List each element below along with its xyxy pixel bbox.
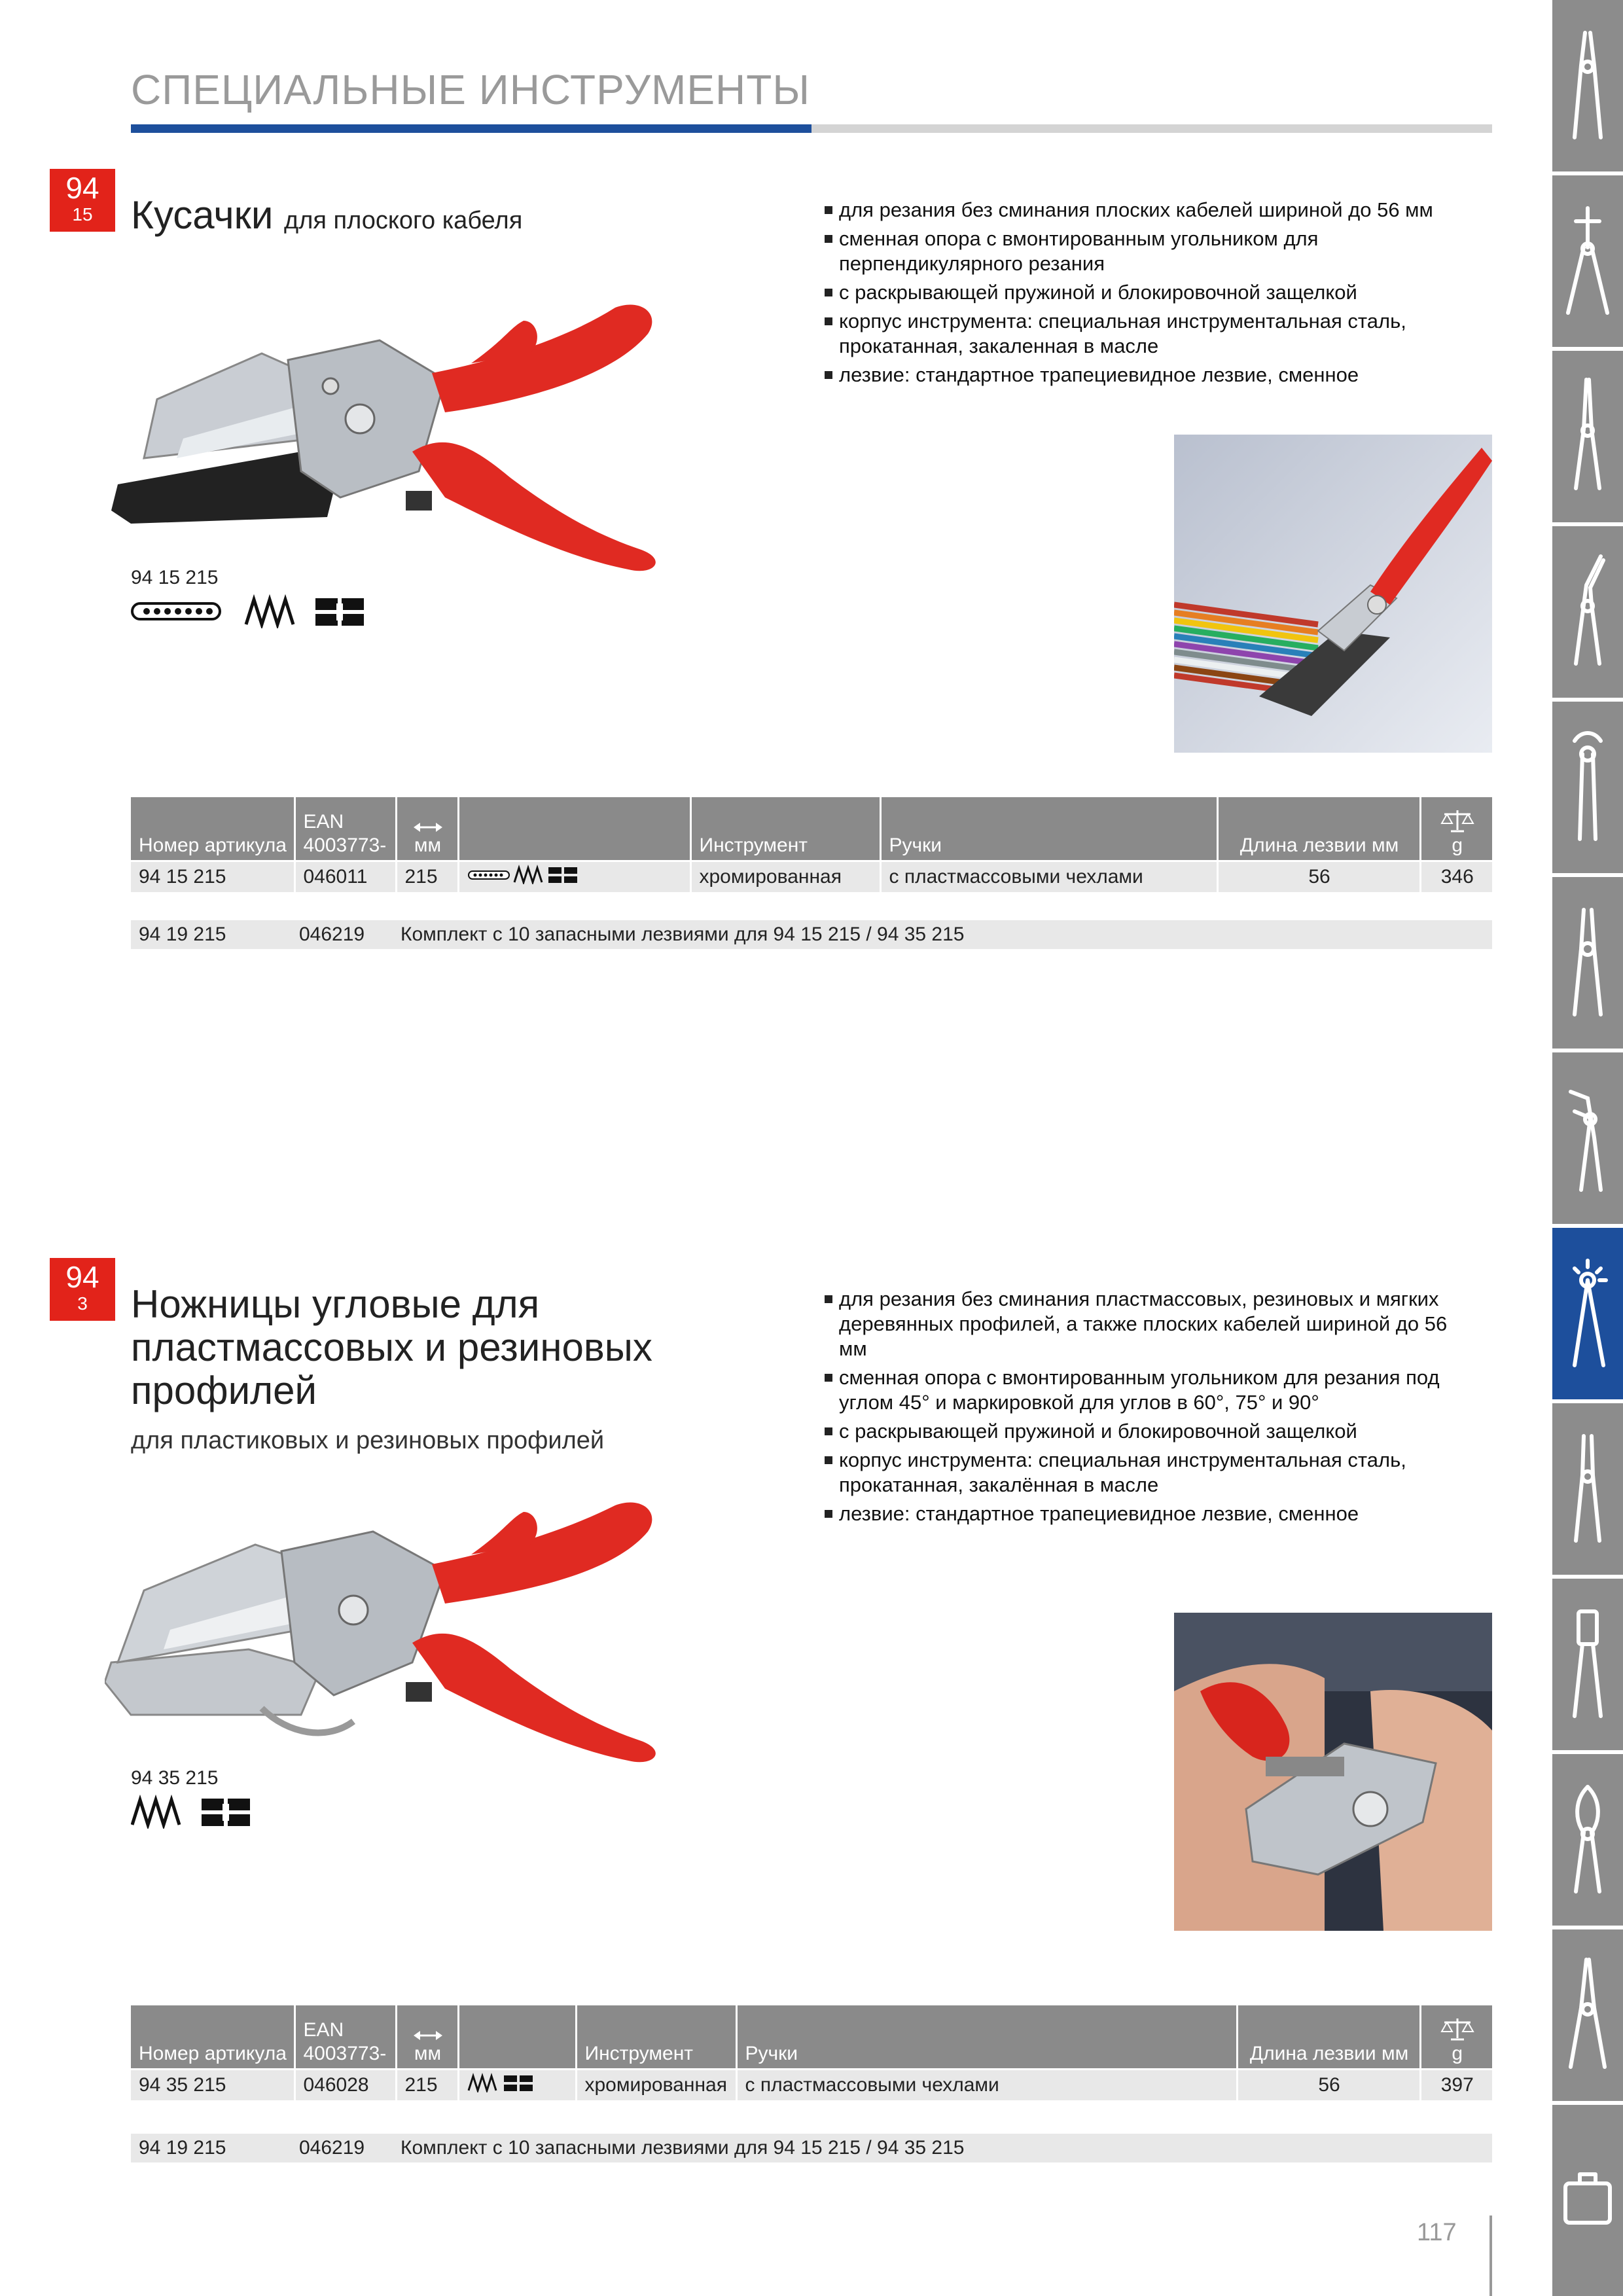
feature-item: лезвие: стандартное трапециевидное лезвие, сменное [823, 1501, 1465, 1526]
header-rule-gray [812, 124, 1492, 133]
flat-cable-icon [469, 871, 509, 879]
col-header-blade-length: Длина лезвии мм [1217, 797, 1420, 861]
sidebar-tab-diagonal-cutters[interactable] [1552, 877, 1623, 1049]
sidebar-tab-cable-shears[interactable] [1552, 1754, 1623, 1926]
profile-cut-icon [514, 868, 542, 882]
feature-item: лезвие: стандартное трапециевидное лезвие, сменное [823, 363, 1465, 387]
table-row [131, 861, 1492, 893]
weight-unit: g [1452, 2043, 1463, 2064]
cell-handles: с пластмассовыми чехлами [736, 2070, 1237, 2101]
sidebar-tab-crimping-tools[interactable] [1552, 1579, 1623, 1750]
accessory-description: Комплект с 10 запасными лезвиями для 94 15 215 / 94 35 215 [401, 2137, 965, 2159]
scale-weight-icon [1440, 808, 1474, 834]
page-number-rule [1489, 2215, 1492, 2296]
cell-article: 94 15 215 [131, 861, 294, 893]
sidebar-tab-water-pump[interactable] [1552, 1052, 1623, 1224]
feature-item: корпус инструмента: специальная инструментальная сталь, прокатанная, закалённая в масле [823, 1448, 1465, 1498]
cell-icons [458, 861, 690, 893]
length-unit: мм [414, 2043, 442, 2064]
spring-lock-icon [548, 867, 577, 883]
weight-unit: g [1452, 834, 1463, 856]
accessory-ean: 046219 [299, 924, 365, 945]
feature-item: с раскрывающей пружиной и блокировочной защелкой [823, 280, 1465, 305]
section2-subtitle: для пластиковых и резиновых профилей [131, 1427, 605, 1454]
sidebar-tab-wire-strippers[interactable] [1552, 175, 1623, 347]
col-header-length [396, 2005, 458, 2070]
col-header-article: Номер артикула [131, 797, 294, 861]
cell-icons [458, 2070, 576, 2101]
tool-case-icon [1561, 2151, 1614, 2269]
col-header-weight [1420, 797, 1492, 861]
accessory-row-2 [131, 2134, 1492, 2162]
sidebar-tab-end-cutters[interactable] [1552, 702, 1623, 873]
cable-shears-icon [1561, 1780, 1614, 1898]
feature-item: с раскрывающей пружиной и блокировочной защелкой [823, 1419, 1465, 1444]
col-header-handles: Ручки [736, 2005, 1237, 2070]
col-header-tool: Инструмент [576, 2005, 736, 2070]
spring-lock-icon [202, 1799, 250, 1826]
badge-subnumber: 15 [72, 204, 93, 224]
col-header-tool: Инструмент [690, 797, 880, 861]
col-header-ean: EAN 4003773- [294, 2005, 396, 2070]
product-image-angled-shears [105, 1499, 772, 1774]
length-unit: мм [414, 834, 442, 856]
wire-stripper-icon [1561, 202, 1614, 319]
cell-length: 215 [396, 861, 458, 893]
cell-tool: хромированная [576, 2070, 736, 2101]
section1-title [131, 194, 522, 242]
round-nose-pliers-icon [1561, 1956, 1614, 2073]
cell-blade-length: 56 [1217, 861, 1420, 893]
row-icons [467, 2073, 552, 2092]
page-header-title: СПЕЦИАЛЬНЫЕ ИНСТРУМЕНТЫ [131, 66, 810, 113]
sidebar-tab-special-tools[interactable] [1552, 1228, 1623, 1399]
section2-title [131, 1283, 652, 1412]
header-rule-blue [131, 124, 812, 133]
article-number-label: 94 15 215 [131, 567, 219, 588]
feature-item: корпус инструмента: специальная инструментальная сталь, прокатанная, закаленная в масле [823, 309, 1465, 359]
accessory-description: Комплект с 10 запасными лезвиями для 94 15 215 / 94 35 215 [401, 924, 965, 945]
spring-lock-icon [315, 598, 364, 626]
special-tools-icon [1561, 1254, 1614, 1372]
cell-handles: с пластмассовыми чехлами [880, 861, 1217, 893]
cell-weight: 397 [1420, 2070, 1492, 2101]
col-header-icons [458, 797, 690, 861]
section-badge-2 [50, 1258, 115, 1321]
row-icons [467, 865, 598, 884]
profile-cut-icon [246, 600, 293, 624]
end-cutter-icon [1561, 728, 1614, 846]
accessory-article: 94 19 215 [139, 2137, 226, 2159]
cell-article: 94 35 215 [131, 2070, 294, 2101]
col-header-length [396, 797, 458, 861]
sidebar-tab-tool-cases[interactable] [1552, 2105, 1623, 2296]
sidebar-tab-pliers[interactable] [1552, 0, 1623, 171]
accessory-ean: 046219 [299, 2137, 365, 2159]
page-number: 117 [1417, 2219, 1457, 2246]
cell-tool: хромированная [690, 861, 880, 893]
product-image-cable-cutter [105, 301, 772, 576]
cell-ean: 046011 [294, 861, 396, 893]
section2-title-line: профилей [131, 1369, 317, 1412]
sidebar-tab-round-nose[interactable] [1552, 1929, 1623, 2101]
spec-table-1 [131, 797, 1492, 892]
col-header-icons [458, 2005, 576, 2070]
profile-cut-icon [469, 2076, 496, 2090]
sidebar-tab-bent-nose[interactable] [1552, 526, 1623, 698]
article-number-label: 94 35 215 [131, 1767, 219, 1789]
scale-weight-icon [1440, 2016, 1474, 2042]
water-pump-pliers-icon [1561, 1079, 1614, 1196]
col-header-weight [1420, 2005, 1492, 2070]
product-icons-row [131, 594, 380, 628]
table-row [131, 2070, 1492, 2101]
crimping-pliers-icon [1561, 1429, 1614, 1547]
feature-item: сменная опора с вмонтированным угольником для перпендикулярного резания [823, 226, 1465, 276]
accessory-article: 94 19 215 [139, 924, 226, 945]
cell-length: 215 [396, 2070, 458, 2101]
feature-item: сменная опора с вмонтированным угольником для резания под углом 45° и маркировкой для углов в 60°, 75° и 90° [823, 1365, 1465, 1415]
badge-number: 94 [65, 1260, 99, 1294]
flat-cable-icon [132, 603, 220, 619]
product-icons-row [131, 1795, 262, 1829]
length-arrow-icon [412, 2029, 444, 2042]
section-badge-1 [50, 169, 115, 232]
badge-subnumber: 3 [77, 1293, 88, 1314]
sidebar-tab-crimping-pliers[interactable] [1552, 1403, 1623, 1575]
col-header-handles: Ручки [880, 797, 1217, 861]
cell-blade-length: 56 [1237, 2070, 1420, 2101]
badge-number: 94 [65, 171, 99, 205]
col-header-article: Номер артикула [131, 2005, 294, 2070]
feature-item: для резания без сминания пластмассовых, резиновых и мягких деревянных профилей, а также плоских кабелей шириной до 56 мм [823, 1287, 1465, 1361]
section2-features [823, 1287, 1465, 1530]
sidebar-tab-long-nose[interactable] [1552, 351, 1623, 522]
section1-title-main: Кусачки [131, 193, 274, 237]
application-photo-flat-cable [1174, 435, 1492, 753]
section1-title-sub: для плоского кабеля [284, 207, 523, 234]
spec-table-2 [131, 2005, 1492, 2100]
bent-nose-pliers-icon [1561, 552, 1614, 670]
col-header-ean: EAN 4003773- [294, 797, 396, 861]
length-arrow-icon [412, 821, 444, 834]
diagonal-cutter-icon [1561, 903, 1614, 1021]
profile-cut-icon [132, 1800, 179, 1825]
crimping-tool-icon [1561, 1605, 1614, 1723]
accessory-row-1 [131, 920, 1492, 949]
cell-weight: 346 [1420, 861, 1492, 893]
section2-title-line: Ножницы угловые для [131, 1282, 540, 1326]
feature-item: для резания без сминания плоских кабелей шириной до 56 мм [823, 198, 1465, 223]
pliers-icon [1561, 26, 1614, 144]
col-header-blade-length: Длина лезвии мм [1237, 2005, 1420, 2070]
section1-features [823, 198, 1465, 391]
section2-title-line: пластмассовых и резиновых [131, 1325, 652, 1369]
application-photo-hands [1174, 1613, 1492, 1931]
long-nose-pliers-icon [1561, 377, 1614, 495]
spring-lock-icon [504, 2075, 533, 2091]
cell-ean: 046028 [294, 2070, 396, 2101]
